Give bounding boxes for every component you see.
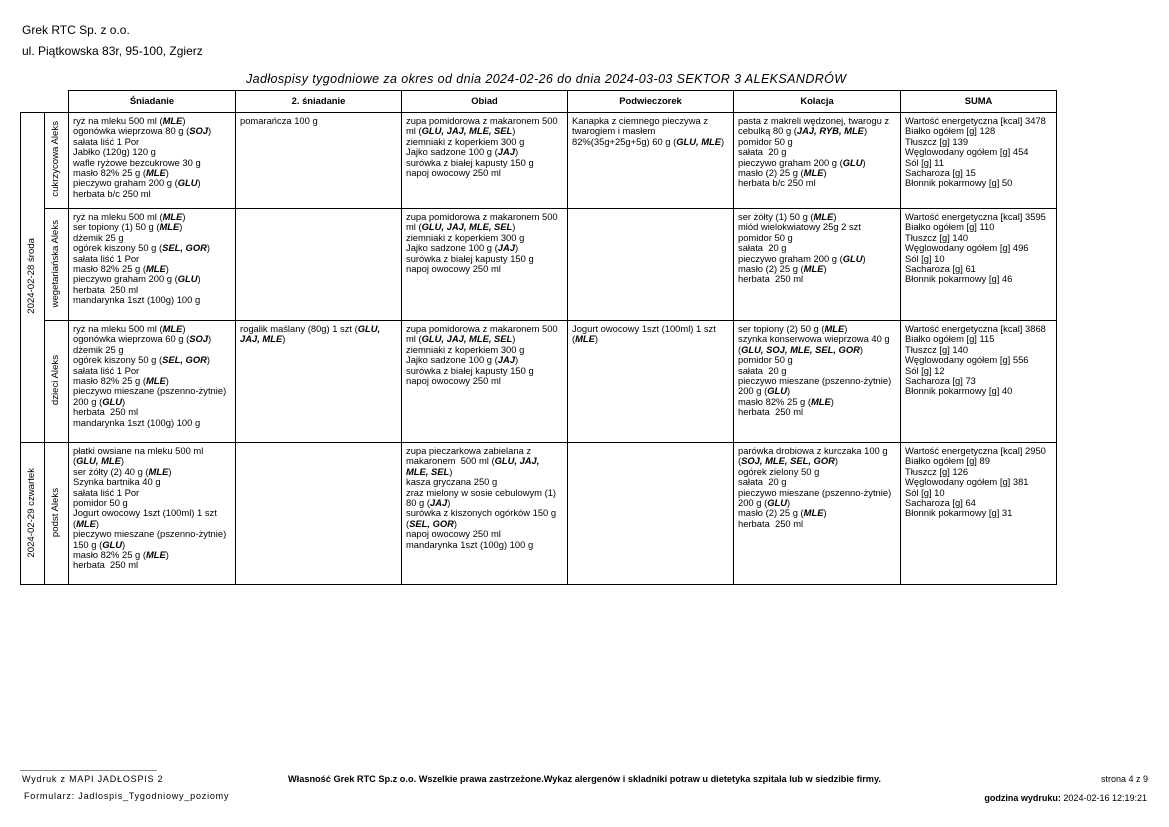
menu-item-line: Tłuszcz [g] 126 xyxy=(905,465,969,477)
menu-item-line: Błonnik pokarmowy [g] 31 xyxy=(905,507,1013,519)
meal-cell-afternoon-snack xyxy=(568,321,734,443)
allergen-codes: GLU xyxy=(767,385,787,397)
menu-item-line: dżemik 25 g xyxy=(73,343,124,355)
meal-cell-lunch xyxy=(402,209,568,321)
allergen-codes: MLE xyxy=(145,167,166,179)
menu-item-line: surówka z kiszonych ogórków 150 g (SEL, GOR) xyxy=(406,507,559,529)
header-second-breakfast: 2. śniadanie xyxy=(236,91,402,113)
menu-item-line: Sacharoza [g] 61 xyxy=(905,263,976,275)
diet-name-label: dzieci Aleks xyxy=(50,355,62,406)
menu-item-line: Wartość energetyczna [kcal] 3595 xyxy=(905,211,1046,222)
menu-item-line: zupa pomidorowa z makaronem 500 ml (GLU, JAJ, MLE, SEL) xyxy=(406,211,561,233)
meal-cell-dinner xyxy=(734,443,901,585)
day-date-cell xyxy=(21,113,45,443)
header-lunch: Obiad xyxy=(402,91,568,113)
menu-item-line: mandarynka 1szt (100g) 100 g xyxy=(406,538,534,550)
menu-item-line: Jogurt owocowy 1szt (100ml) 1 szt (MLE) xyxy=(572,323,719,345)
meal-cell-sum xyxy=(901,321,1057,443)
allergen-codes: SOJ xyxy=(189,333,208,345)
menu-item-line: zupa pieczarkowa zabielana z makaronem 500 ml (GLU, JAJ, MLE, SEL) xyxy=(406,445,542,477)
diet-row xyxy=(21,443,1057,585)
menu-item-line: Białko ogółem [g] 115 xyxy=(905,333,995,345)
allergen-codes: JAJ, RYB, MLE xyxy=(796,125,864,137)
menu-item-line: masło (2) 25 g (MLE) xyxy=(738,507,827,519)
meal-cell-sum xyxy=(901,113,1057,209)
meal-cell-breakfast xyxy=(69,443,236,585)
menu-item-line: Tłuszcz [g] 140 xyxy=(905,231,969,243)
allergen-codes: SEL, GOR xyxy=(409,517,454,529)
meal-cell-breakfast xyxy=(69,209,236,321)
menu-item-line: napoj owocowy 250 ml xyxy=(406,263,501,275)
menu-item-line: ziemniaki z koperkiem 300 g xyxy=(406,343,525,355)
menu-item-line: herbata 250 ml xyxy=(73,559,139,571)
menu-item-line: 82%(35g+25g+5g) 60 g (GLU, MLE) xyxy=(572,135,725,147)
allergen-codes: GLU, MLE xyxy=(676,135,722,147)
meal-cell-sum xyxy=(901,209,1057,321)
menu-item-line: sałata liść 1 Por xyxy=(73,252,140,264)
menu-item-line: płatki owsiane na mleku 500 ml (GLU, MLE) xyxy=(73,445,206,467)
allergen-codes: GLU xyxy=(842,252,863,264)
meal-cell-breakfast xyxy=(69,321,236,443)
menu-item-line: Sacharoza [g] 15 xyxy=(905,167,976,179)
header-breakfast: Śniadanie xyxy=(69,91,236,113)
menu-item-line: sałata liść 1 Por xyxy=(73,364,140,376)
menu-item-line: surówka z białej kapusty 150 g xyxy=(406,156,534,168)
menu-item-line: miód wielokwiatowy 25g 2 szt xyxy=(738,221,861,233)
allergen-codes: JAJ xyxy=(429,497,448,509)
allergen-codes: MLE xyxy=(162,211,183,222)
menu-item-line: Białko ogółem [g] 128 xyxy=(905,125,996,137)
allergen-codes: MLE xyxy=(159,221,180,233)
meal-cell-second-breakfast xyxy=(236,443,402,585)
menu-item-line: dżemik 25 g xyxy=(73,231,124,243)
diet-name-cell xyxy=(45,113,69,209)
menu-item-line: pomarańcza 100 g xyxy=(240,115,318,126)
allergen-codes: GLU, JAJ, MLE, SEL xyxy=(421,125,513,137)
menu-item-line: zupa pomidorowa z makaronem 500 ml (GLU, JAJ, MLE, SEL) xyxy=(406,323,561,345)
menu-item-line: wafle ryżowe bezcukrowe 30 g xyxy=(73,156,201,168)
allergen-codes: MLE xyxy=(803,167,824,179)
company-address: ul. Piątkowska 83r, 95-100, Zgierz xyxy=(22,44,203,58)
footer-page-number: strona 4 z 9 xyxy=(1100,774,1148,784)
diet-name-cell xyxy=(45,321,69,443)
diet-name-label: podst Aleks xyxy=(50,487,62,537)
menu-item-line: ogonówka wieprzowa 80 g (SOJ) xyxy=(73,125,212,137)
menu-item-line: herbata b/c 250 ml xyxy=(73,187,151,199)
menu-item-line: pomidor 50 g xyxy=(73,497,128,509)
meal-cell-sum xyxy=(901,443,1057,585)
allergen-codes: MLE xyxy=(803,507,824,519)
menu-item-line: masło 82% 25 g (MLE) xyxy=(73,375,169,387)
diet-name-label: cukrzycowa Aleks xyxy=(50,121,62,198)
allergen-codes: JAJ xyxy=(497,146,515,158)
diet-row xyxy=(21,321,1057,443)
menu-item-line: Szynka bartnika 40 g xyxy=(73,476,161,488)
menu-item-line: pasta z makreli wędzonej, twarogu z cebulką 80 g (JAJ, RYB, MLE) xyxy=(738,115,892,137)
allergen-codes: MLE xyxy=(145,263,166,275)
footer-ownership-note: Własność Grek RTC Sp.z o.o. Wszelkie prawa zastrzeżone.Wykaz alergenów i skladniki potraw u dietetyka szpitala lub w siedzibie firmy. xyxy=(288,774,881,784)
menu-item-line: pieczywo mieszane (pszenno-żytnie) 200 g (GLU) xyxy=(738,486,894,509)
day-date-cell xyxy=(21,443,45,585)
diet-row xyxy=(21,113,1057,209)
menu-item-line: pieczywo graham 200 g (GLU) xyxy=(738,156,866,168)
menu-item-line: masło 82% 25 g (MLE) xyxy=(73,167,169,179)
allergen-codes: JAJ xyxy=(497,242,515,254)
menu-item-line: ser topiony (1) 50 g (MLE) xyxy=(73,221,183,233)
menu-item-line: Jajko sadzone 100 g (JAJ) xyxy=(406,146,519,158)
menu-item-line: Sól [g] 11 xyxy=(905,156,944,168)
footer-print-time-label: godzina wydruku: xyxy=(984,793,1061,803)
menu-item-line: Węglowodany ogółem [g] 381 xyxy=(905,476,1029,488)
footer-divider xyxy=(20,770,157,771)
menu-item-line: pieczywo graham 200 g (GLU) xyxy=(738,252,866,264)
menu-item-line: Węglowodany ogółem [g] 556 xyxy=(905,354,1029,366)
menu-item-line: kasza gryczana 250 g xyxy=(406,476,498,488)
meal-cell-lunch xyxy=(402,113,568,209)
header-sum: SUMA xyxy=(901,91,1057,113)
allergen-codes: GLU xyxy=(102,538,122,550)
menu-item-line: ogonówka wieprzowa 60 g (SOJ) xyxy=(73,333,212,345)
meal-cell-dinner xyxy=(734,113,901,209)
menu-item-line: Sól [g] 10 xyxy=(905,486,945,498)
header-row xyxy=(21,91,1057,113)
allergen-codes: JAJ xyxy=(497,354,515,366)
meal-cell-second-breakfast xyxy=(236,321,402,443)
footer-print-time xyxy=(984,793,1147,803)
menu-item-line: masło 82% 25 g (MLE) xyxy=(73,549,169,561)
meal-cell-second-breakfast xyxy=(236,113,402,209)
meal-cell-afternoon-snack xyxy=(568,209,734,321)
menu-item-line: herbata 250 ml xyxy=(738,406,804,418)
menu-item-line: Wartość energetyczna [kcal] 3868 xyxy=(905,323,1046,334)
document-title: Jadłospisy tygodniowe za okres od dnia 2024-02-26 do dnia 2024-03-03 SEKTOR 3 ALEKSANDRÓW xyxy=(246,72,847,86)
diet-name-cell xyxy=(45,209,69,321)
menu-item-line: Jabłko (120g) 120 g xyxy=(73,146,156,158)
diet-row xyxy=(21,209,1057,321)
menu-item-line: masło 82% 25 g (MLE) xyxy=(738,395,834,407)
menu-item-line: Sacharoza [g] 64 xyxy=(905,497,976,509)
menu-item-line: Jajko sadzone 100 g (JAJ) xyxy=(406,354,519,366)
menu-item-line: Wartość energetyczna [kcal] 2950 xyxy=(905,445,1046,456)
menu-item-line: ser żółty (1) 50 g (MLE) xyxy=(738,211,837,222)
company-name: Grek RTC Sp. z o.o. xyxy=(22,23,130,37)
allergen-codes: GLU xyxy=(177,177,198,189)
allergen-codes: GLU, JAJ, MLE xyxy=(240,323,383,345)
menu-item-line: ogórek zielony 50 g xyxy=(738,465,820,477)
menu-item-line: masło (2) 25 g (MLE) xyxy=(738,263,827,275)
footer-print-time-value: 2024-02-16 12:19:21 xyxy=(1063,793,1147,803)
weekly-menu-table xyxy=(20,90,1057,585)
menu-item-line: herbata b/c 250 ml xyxy=(738,177,816,189)
menu-item-line: pieczywo mieszane (pszenno-żytnie) 200 g (GLU) xyxy=(73,385,229,407)
day-date-label: 2024-02-28 środa xyxy=(26,238,38,315)
menu-item-line: zupa pomidorowa z makaronem 500 ml (GLU, JAJ, MLE, SEL) xyxy=(406,115,561,137)
menu-item-line: Wartość energetyczna [kcal] 3478 xyxy=(905,115,1046,126)
menu-item-line: sałata 20 g xyxy=(738,364,787,376)
menu-item-line: ryż na mleku 500 ml (MLE) xyxy=(73,115,186,126)
menu-item-line: Sacharoza [g] 73 xyxy=(905,375,976,387)
menu-item-line: rogalik maślany (80g) 1 szt (GLU, JAJ, MLE) xyxy=(240,323,383,345)
menu-item-line: mandarynka 1szt (100g) 100 g xyxy=(73,294,201,306)
meal-cell-afternoon-snack xyxy=(568,443,734,585)
header-dinner: Kolacja xyxy=(734,91,901,113)
meal-cell-lunch xyxy=(402,443,568,585)
menu-item-line: sałata liść 1 Por xyxy=(73,486,140,498)
allergen-codes: GLU xyxy=(767,497,787,509)
menu-item-line: ogórek kiszony 50 g (SEL, GOR) xyxy=(73,242,211,254)
allergen-codes: MLE xyxy=(76,517,96,529)
allergen-codes: MLE xyxy=(575,333,595,345)
menu-item-line: Białko ogółem [g] 110 xyxy=(905,221,995,233)
menu-item-line: Tłuszcz [g] 140 xyxy=(905,343,969,355)
menu-item-line: Błonnik pokarmowy [g] 50 xyxy=(905,177,1013,189)
allergen-codes: GLU xyxy=(102,395,122,407)
menu-item-line: parówka drobiowa z kurczaka 100 g (SOJ, MLE, SEL, GOR) xyxy=(738,445,891,467)
menu-item-line: herbata 250 ml xyxy=(738,517,804,529)
menu-item-line: ryż na mleku 500 ml (MLE) xyxy=(73,211,186,222)
allergen-codes: GLU, MLE xyxy=(76,455,121,467)
menu-item-line: surówka z białej kapusty 150 g xyxy=(406,252,534,264)
allergen-codes: MLE xyxy=(803,263,824,275)
meal-cell-dinner xyxy=(734,209,901,321)
menu-item-line: herbata 250 ml xyxy=(73,283,139,295)
allergen-codes: GLU, JAJ, MLE, SEL xyxy=(421,221,513,233)
menu-item-line: Węglowodany ogółem [g] 496 xyxy=(905,242,1029,254)
footer-form-name: Formularz: Jadlospis_Tygodniowy_poziomy xyxy=(24,791,230,801)
allergen-codes: SOJ xyxy=(189,125,208,137)
menu-item-line: Jogurt owocowy 1szt (100ml) 1 szt (MLE) xyxy=(73,507,220,529)
menu-item-line: pomidor 50 g xyxy=(738,231,793,243)
menu-item-line: pieczywo graham 200 g (GLU) xyxy=(73,273,201,285)
menu-item-line: ser topiony (2) 50 g (MLE) xyxy=(738,323,848,334)
menu-item-line: napoj owocowy 250 ml xyxy=(406,167,501,179)
menu-item-line: napoj owocowy 250 ml xyxy=(406,528,501,540)
menu-item-line: sałata 20 g xyxy=(738,242,787,254)
menu-item-line: Sól [g] 12 xyxy=(905,364,945,376)
day-date-label: 2024-02-29 czwartek xyxy=(26,467,38,558)
menu-item-line: napoj owocowy 250 ml xyxy=(406,375,501,387)
menu-item-line: herbata 250 ml xyxy=(73,406,139,418)
header-afternoon-snack: Podwieczorek xyxy=(568,91,734,113)
menu-item-line: sałata liść 1 Por xyxy=(73,135,140,147)
menu-item-line: herbata 250 ml xyxy=(738,273,804,285)
allergen-codes: MLE xyxy=(148,465,169,477)
menu-item-line: Błonnik pokarmowy [g] 46 xyxy=(905,273,1013,285)
allergen-codes: GLU xyxy=(842,156,863,168)
allergen-codes: GLU, JAJ, MLE, SEL xyxy=(406,455,542,477)
meal-cell-breakfast xyxy=(69,113,236,209)
allergen-codes: MLE xyxy=(162,115,183,126)
allergen-codes: GLU, SOJ, MLE, SEL, GOR xyxy=(741,343,860,355)
menu-item-line: pomidor 50 g xyxy=(738,135,793,147)
menu-item-line: ogórek kiszony 50 g (SEL, GOR) xyxy=(73,354,211,366)
diet-name-label: wegetariańska Aleks xyxy=(50,219,62,308)
menu-item-line: sałata 20 g xyxy=(738,146,787,158)
menu-item-line: szynka konserwowa wieprzowa 40 g (GLU, SOJ, MLE, SEL, GOR) xyxy=(738,333,893,355)
menu-item-line: Tłuszcz [g] 139 xyxy=(905,135,969,147)
menu-item-line: sałata 20 g xyxy=(738,476,787,488)
menu-item-line: surówka z białej kapusty 150 g xyxy=(406,364,534,376)
meal-cell-dinner xyxy=(734,321,901,443)
diet-name-cell xyxy=(45,443,69,585)
menu-item-line: pieczywo mieszane (pszenno-żytnie) 200 g (GLU) xyxy=(738,375,894,397)
allergen-codes: MLE xyxy=(162,323,183,334)
menu-item-line: Sól [g] 10 xyxy=(905,252,945,264)
menu-item-line: Białko ogółem [g] 89 xyxy=(905,455,990,467)
menu-item-line: pieczywo mieszane (pszenno-żytnie) 150 g (GLU) xyxy=(73,528,229,550)
allergen-codes: MLE xyxy=(810,395,831,407)
menu-item-line: Kanapka z ciemnego pieczywa z twarogiem i masłem xyxy=(572,115,711,137)
menu-item-line: ziemniaki z koperkiem 300 g xyxy=(406,135,525,147)
menu-item-line: pomidor 50 g xyxy=(738,354,793,366)
meal-cell-lunch xyxy=(402,321,568,443)
menu-item-line: Węglowodany ogółem [g] 454 xyxy=(905,146,1029,158)
allergen-codes: GLU xyxy=(177,273,198,285)
menu-item-line: Jajko sadzone 100 g (JAJ) xyxy=(406,242,519,254)
menu-item-line: Błonnik pokarmowy [g] 40 xyxy=(905,385,1013,397)
footer-print-source: Wydruk z MAPI JADŁOSPIS 2 xyxy=(22,774,164,784)
allergen-codes: MLE xyxy=(145,375,166,387)
header-blank xyxy=(21,91,69,113)
meal-cell-second-breakfast xyxy=(236,209,402,321)
meal-cell-afternoon-snack xyxy=(568,113,734,209)
allergen-codes: SEL, GOR xyxy=(162,242,207,254)
allergen-codes: MLE xyxy=(145,549,166,561)
menu-item-line: ryż na mleku 500 ml (MLE) xyxy=(73,323,186,334)
allergen-codes: SOJ, MLE, SEL, GOR xyxy=(741,455,835,467)
menu-item-line: masło (2) 25 g (MLE) xyxy=(738,167,827,179)
menu-item-line: masło 82% 25 g (MLE) xyxy=(73,263,169,275)
menu-item-line: ziemniaki z koperkiem 300 g xyxy=(406,231,525,243)
allergen-codes: MLE xyxy=(824,323,845,334)
menu-item-line: ser żółty (2) 40 g (MLE) xyxy=(73,465,172,477)
allergen-codes: SEL, GOR xyxy=(162,354,207,366)
allergen-codes: MLE xyxy=(813,211,834,222)
menu-item-line: zraz mielony w sosie cebulowym (1) 80 g (JAJ) xyxy=(406,486,559,509)
menu-item-line: pieczywo graham 200 g (GLU) xyxy=(73,177,201,189)
menu-item-line: mandarynka 1szt (100g) 100 g xyxy=(73,416,201,428)
allergen-codes: GLU, JAJ, MLE, SEL xyxy=(421,333,513,345)
